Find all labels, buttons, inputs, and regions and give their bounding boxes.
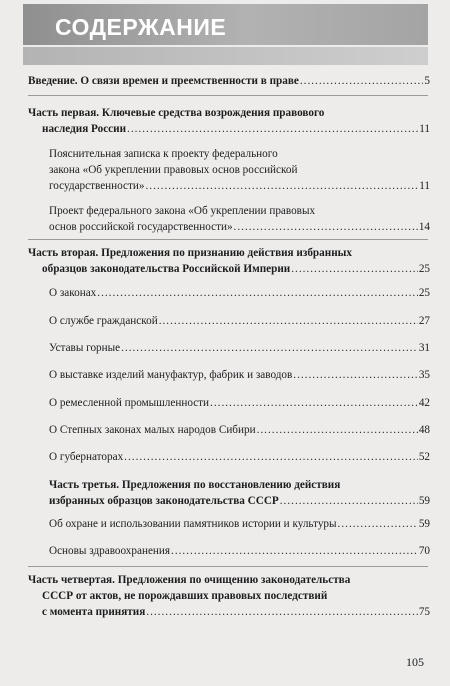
toc-entry-text: Уставы горные [49, 342, 121, 354]
title-band-shadow [23, 47, 428, 65]
toc-entry-text: СССР от актов, не порождавших правовых последствий [42, 590, 328, 602]
toc-entry-text: О ремесленной промышленности [49, 397, 210, 409]
dot-leader [97, 285, 418, 301]
toc-entry-part-three [49, 477, 430, 509]
dot-leader [338, 516, 418, 532]
toc-entry-monuments [49, 516, 430, 532]
toc-entry-text: закона «Об укреплении правовых основ российской [49, 164, 298, 176]
toc-entry-part-one [28, 105, 430, 137]
dot-leader [145, 178, 418, 194]
toc-entry-part-four [28, 572, 430, 620]
toc-entry-text: Проект федерального закона «Об укреплении правовых [49, 205, 316, 217]
toc-page-number: 70 [418, 545, 430, 557]
toc-page-number: 59 [418, 518, 430, 530]
toc-page-number: 52 [418, 451, 430, 463]
toc-page-number: 25 [418, 263, 430, 275]
toc-entry-exhibition [49, 367, 430, 383]
page-number: 105 [406, 655, 424, 669]
dot-leader [210, 395, 418, 411]
toc-entry-introduction [28, 73, 430, 89]
toc-page-number: 42 [418, 397, 430, 409]
dot-leader [127, 121, 418, 137]
toc-page-number: 31 [418, 342, 430, 354]
dot-leader [146, 604, 418, 620]
page-title: СОДЕРЖАНИЕ [55, 14, 227, 40]
toc-entry-healthcare [49, 543, 430, 559]
toc-entry-crafts [49, 395, 430, 411]
toc-entry-text: государственности» [49, 180, 145, 192]
toc-page-number: 59 [418, 495, 430, 507]
toc-entry-text: Введение. О связи времен и преемственности в праве [28, 75, 299, 87]
dot-leader [280, 493, 418, 509]
toc-entry-text: избранных образцов законодательства СССР [49, 495, 279, 507]
dot-leader [124, 449, 418, 465]
toc-entry-text: О выставке изделий мануфактур, фабрик и заводов [49, 369, 293, 381]
toc-page-number: 27 [418, 315, 430, 327]
dot-leader [293, 367, 418, 383]
section-divider [28, 95, 428, 96]
toc-page-number: 11 [419, 180, 430, 192]
toc-entry-on-laws [49, 285, 430, 301]
toc-entry-draft-law [49, 203, 430, 235]
toc-page-number: 25 [418, 287, 430, 299]
toc-entry-text: О службе гражданской [49, 315, 158, 327]
toc-entry-part-two [28, 245, 430, 277]
toc-entry-governors [49, 449, 430, 465]
toc-entry-text: образцов законодательства Российской Империи [42, 263, 291, 275]
toc-entry-text: О губернаторах [49, 451, 124, 463]
dot-leader [300, 73, 424, 89]
toc-entry-text: с момента принятия [42, 606, 146, 618]
toc-entry-text: О Степных законах малых народов Сибири [49, 424, 256, 436]
toc-page-number: 14 [418, 221, 430, 233]
dot-leader [234, 219, 418, 235]
toc-entry-text: Часть третья. Предложения по восстановлению действия [49, 479, 341, 491]
toc-entry-civil-service [49, 313, 430, 329]
dot-leader [121, 340, 418, 356]
toc-entry-mining-statutes [49, 340, 430, 356]
title-band [23, 4, 428, 45]
toc-entry-steppe-laws [49, 422, 430, 438]
toc-entry-text: Часть вторая. Предложения по признанию действия избранных [28, 247, 352, 259]
toc-page-number: 75 [418, 606, 430, 618]
section-divider [28, 566, 428, 567]
dot-leader [171, 543, 418, 559]
toc-page-number: 11 [419, 123, 430, 135]
section-divider [28, 239, 428, 240]
toc-entry-text: наследия России [42, 123, 127, 135]
toc-page-number: 5 [424, 75, 430, 87]
dot-leader [257, 422, 418, 438]
toc-entry-text: О законах [49, 287, 97, 299]
toc-entry-explanatory-note [49, 146, 430, 194]
toc-entry-text: Об охране и использовании памятников истории и культуры [49, 518, 337, 530]
toc-entry-text: Часть первая. Ключевые средства возрождения правового [28, 107, 325, 119]
toc-page-number: 35 [418, 369, 430, 381]
toc-entry-text: Пояснительная записка к проекту федерального [49, 148, 278, 160]
toc-entry-text: Основы здравоохранения [49, 545, 171, 557]
toc-page-number: 48 [418, 424, 430, 436]
dot-leader [291, 261, 418, 277]
dot-leader [159, 313, 418, 329]
toc-entry-text: Часть четвертая. Предложения по очищению законодательства [28, 574, 351, 586]
toc-entry-text: основ российской государственности» [49, 221, 233, 233]
